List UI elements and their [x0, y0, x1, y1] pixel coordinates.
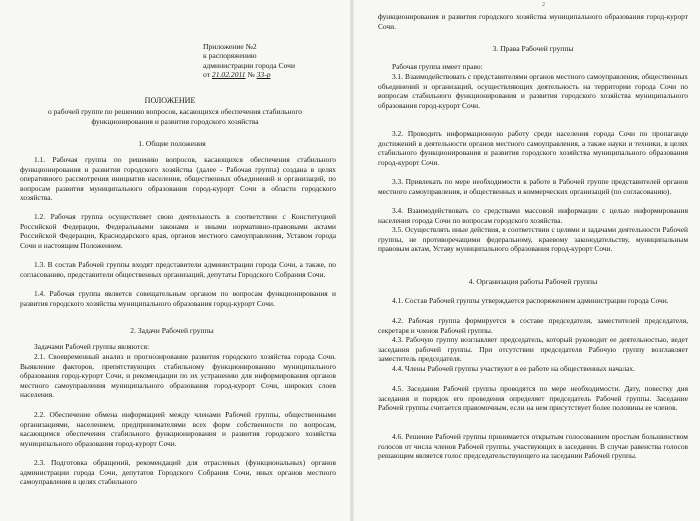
paragraph-3-3: 3.3. Привлекать по мере необходимости к работе в Рабочей группе представителей органов местного самоуправления, и общественных и коммерческих организаций (по согласованию). — [378, 177, 688, 196]
paragraph-2-1: 2.1. Своевременный анализ и прогнозирование развития городского хозяйства города Сочи. Выявление факторов, препятствующих стабильному функционированию муниципального образования город-курорт Сочи, и рекомендации по их устранению для информирования органов местного самоуправления муниципального образования город-курорт Сочи, широких слоев населения. — [20, 352, 336, 400]
paragraph-1-2: 1.2. Рабочая группа осуществляет свою деятельность в соответствии с Конституцией Российской Федерации, Федеральными законами и иными нормативно-правовыми актами Российской Федерации, Краснодарского края, органов местного самоуправления, Уставом города Сочи и настоящим Положением. — [20, 212, 336, 250]
paragraph-4-4: 4.4. Члены Рабочей группы участвуют в ее работе на общественных началах. — [392, 364, 635, 373]
section-1-heading: 1. Общие положения — [138, 139, 206, 148]
section-4-heading: 4. Организация работы Рабочей группы — [468, 277, 598, 286]
paragraph-3-4: 3.4. Взаимодействовать со средствами массовой информации с целью информирования населения города Сочи по вопросам городского хозяйства. — [378, 206, 688, 225]
paragraph-3-intro: Рабочая группа имеет право: — [392, 62, 483, 71]
paragraph-1-4: 1.4. Рабочая группа является совещательным органом по вопросам функционирования и развития городского хозяйства муниципального образования город-курорт Сочи. — [20, 289, 336, 308]
section-3-heading: 3. Права Рабочей группы — [492, 44, 574, 53]
paragraph-1-3: 1.3. В состав Рабочей группы входят представители администрации города Сочи, а также, по согласованию, представители общественных организаций, депутаты Городского Собрания Сочи. — [20, 260, 336, 279]
appendix-date: 21.02.2011 — [211, 70, 246, 80]
section-2-heading: 2. Задачи Рабочей группы — [130, 326, 214, 335]
paragraph-2-intro: Задачами Рабочей группы являются: — [34, 342, 150, 351]
appendix-order-number: 33-р — [256, 70, 271, 80]
page-number: 2 — [542, 2, 545, 8]
paragraph-1-1: 1.1. Рабочая группа по решению вопросов, касающихся обеспечения стабильного функционирования и развития городского хозяйства (далее - Рабочая группа) создана в целях оперативного рассмотрения инициатив населения, общественных объединений и организаций, по вопросам развития муниципального образования город-курорт Сочи в области городского хозяйства. — [20, 155, 336, 203]
paragraph-2-2: 2.2. Обеспечение обмена информацией между членами Рабочей группы, общественными организациями, населением, предпринимателями всех форм собственности по вопросам, касающимся обеспечения стабильного функционирования и развития городского хозяйства муниципального образования город-курорт Сочи. — [20, 410, 336, 448]
page-right — [352, 0, 700, 521]
paragraph-3-5: 3.5. Осуществлять иные действия, в соответствии с целями и задачами деятельности Рабочей группы, не противоречащими федеральному, краевому законодательству, муниципальным правовым актам, Уставу муниципального образования город-курорт Сочи. — [378, 225, 688, 254]
paragraph-4-2: 4.2. Рабочая группа формируется в составе председателя, заместителей председателя, секретаря и членов Рабочей группы. — [378, 316, 688, 335]
paragraph-4-6: 4.6. Решение Рабочей группы принимается открытым голосованием простым большинством голосов от числа членов Рабочей группы, участвующих в заседании. В случае равенства голосов решающим является голос председательствующего на заседании Рабочей группы. — [378, 432, 688, 461]
appendix-number: Приложение №2 — [203, 42, 257, 51]
doc-title: ПОЛОЖЕНИЕ — [144, 96, 196, 105]
appendix-header — [203, 42, 295, 80]
paragraph-4-5: 4.5. Заседания Рабочей группы проводятся по мере необходимости. Дату, повестку дня заседания и порядок его проведения определяет председатель Рабочей группы. Заседание Рабочей группы считается правомочным, если на нем присутствует более половины ее членов. — [378, 384, 688, 413]
paragraph-4-3: 4.3. Рабочую группу возглавляет председатель, который руководит ее деятельностью, ведет заседания рабочей группы. При отсутствии председателя Рабочую группу возглавляет заместитель председателя. — [378, 335, 688, 364]
paragraph-3-2: 3.2. Проводить информационную работу среди населения города Сочи по пропаганде достижений в деятельности органов местного самоуправления, а также науки и техники, в целях стабильного функционирования и развития городского хозяйства муниципального образования город-курорт Сочи. — [378, 129, 688, 167]
appendix-order-ref: к распоряжению — [203, 51, 257, 61]
appendix-issuer: администрации города Сочи — [203, 60, 296, 70]
paragraph-2-3: 2.3. Подготовка обращений, рекомендаций для отраслевых (функциональных) органов администрации города Сочи, депутатов Городского Собрания Сочи, иных органов местного самоуправления в целях стабильного — [20, 458, 336, 487]
appendix-date-line: от 21.02.2011 № 33-р — [203, 70, 271, 80]
paragraph-continued: функционирования и развития городского хозяйства муниципального образования город-курорт Сочи. — [378, 12, 688, 31]
doc-subtitle-2: функционирования и развития городского хозяйства — [91, 117, 259, 126]
doc-subtitle-1: о рабочей группе по решению вопросов, касающихся обеспечения стабильного — [48, 107, 302, 116]
paragraph-4-1: 4.1. Состав Рабочей группы утверждается распоряжением администрации города Сочи. — [392, 296, 669, 305]
paragraph-3-1: 3.1. Взаимодействовать с представителями органов местного самоуправления, общественных объединений и организаций, осуществляющих деятельность на территории города Сочи по вопросам стабильного функционирования и развития городского хозяйства муниципального образования город-курорт Сочи. — [378, 72, 688, 110]
